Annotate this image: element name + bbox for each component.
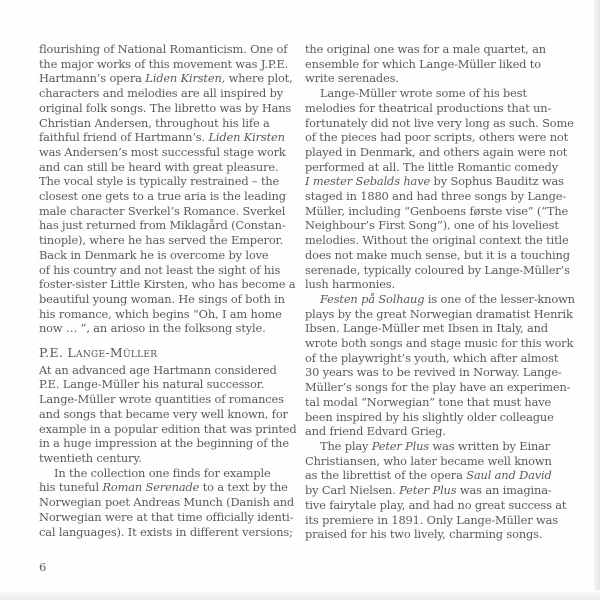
text-line: 30 years was to be revived in Norway. Lange- xyxy=(305,365,562,380)
text-line: foster-sister Little Kirsten, who has become a xyxy=(39,277,296,292)
text-line: male character Sverkel’s Romance. Sverkel xyxy=(39,203,286,218)
text-line: played in Denmark, and others again were not xyxy=(305,144,568,159)
text-line: tinople), where he has served the Emperor. xyxy=(39,233,284,248)
text-line: In the collection one finds for example xyxy=(54,465,271,480)
text-line: Lange-Müller wrote some of his best xyxy=(320,86,527,101)
text-line: Lange-Müller wrote quantities of romances xyxy=(39,392,284,407)
text-line: of his country and not least the sight of his xyxy=(39,262,281,277)
text-line: the major works of this movement was J.P.E. xyxy=(39,56,289,71)
text-line: performed at all. The little Romantic comedy xyxy=(305,159,558,174)
text-segment: was an imagina- xyxy=(456,483,552,498)
text-segment: to a text by the xyxy=(199,480,288,495)
text-line: At an advanced age Hartmann considered xyxy=(39,362,277,377)
paragraph-roman-serenade xyxy=(39,465,295,540)
opera-title-liden-kirsten: Liden Kirsten, xyxy=(145,71,226,86)
text-line: cal languages). It exists in different versions; xyxy=(39,524,293,539)
play-title-i-mester-sebalds-have: I mester Sebalds have xyxy=(305,174,431,189)
text-line: example in a popular edition that was printed xyxy=(39,421,297,436)
text-line: the original one was for a male quartet, an xyxy=(305,42,546,56)
text-line: flourishing of National Romanticism. One of xyxy=(39,42,288,56)
text-line: write serenades. xyxy=(305,71,399,86)
text-line: Norwegian poet Andreas Munch (Danish and xyxy=(39,495,295,510)
text-line xyxy=(39,130,284,145)
right-column xyxy=(305,42,575,542)
text-line xyxy=(39,480,288,495)
text-line: lush harmonies. xyxy=(305,277,395,292)
text-line: of the playwright’s youth, which after almost xyxy=(305,350,559,365)
text-line: beautiful young woman. He sings of both in xyxy=(39,291,285,306)
paragraph-male-quartet xyxy=(305,42,545,86)
text-line: fortunately did not live very long as such. Some xyxy=(305,115,574,130)
text-line: The vocal style is typically restrained – the xyxy=(39,174,280,189)
text-line: Ibsen. Lange-Müller met Ibsen in Italy, and xyxy=(305,321,548,336)
text-line: Neighbour’s First Song”), one of his loveliest xyxy=(305,218,559,233)
text-line: original folk songs. The libretto was by Hans xyxy=(39,100,292,115)
text-line: closest one gets to a true aria is the leading xyxy=(39,189,286,204)
opera-title-liden-kirsten: Liden Kirsten xyxy=(208,130,285,145)
text-line: staged in 1880 and had three songs by Lange- xyxy=(305,189,567,204)
text-line: praised for his two lively, charming songs. xyxy=(305,527,543,542)
text-segment: faithful friend of Hartmann’s. xyxy=(39,130,209,145)
text-line: Müller, including “Genboens første vise” (“The xyxy=(305,203,569,218)
text-line: tal modal “Norwegian” tone that must have xyxy=(305,394,552,409)
text-line: wrote both songs and stage music for this work xyxy=(305,336,574,351)
song-title-roman-serenade: Roman Serenade xyxy=(102,480,200,495)
play-title-peter-plus: Peter Plus xyxy=(371,438,430,453)
paragraph-peter-plus xyxy=(305,438,567,542)
text-segment: his tuneful xyxy=(39,480,103,495)
text-line: his romance, which begins “Oh, I am home xyxy=(39,306,282,321)
text-line: Müller’s songs for the play have an experimen- xyxy=(305,380,571,395)
text-line: ensemble for which Lange-Müller liked to xyxy=(305,56,541,71)
text-line: serenade, typically coloured by Lange-Müller’s xyxy=(305,262,570,277)
text-line: characters and melodies are all inspired by xyxy=(39,86,284,101)
text-line: and friend Edvard Grieg. xyxy=(305,424,446,439)
text-line: Christiansen, who later became well known xyxy=(305,453,552,468)
text-line: and can still be heard with great pleasure. xyxy=(39,159,279,174)
text-line xyxy=(39,71,293,86)
text-line: been inspired by his slightly older colleague xyxy=(305,409,554,424)
text-line: and songs that became very well known, for xyxy=(39,406,288,421)
text-line xyxy=(305,174,564,189)
page-number: 6 xyxy=(39,560,47,574)
section-heading: P.E. Lange-Müller xyxy=(39,345,158,361)
text-segment: The play xyxy=(320,438,372,453)
text-line: plays by the great Norwegian dramatist Henrik xyxy=(305,306,573,321)
text-line xyxy=(305,483,552,498)
text-line: melodies for theatrical productions that un- xyxy=(305,100,552,115)
text-line: P.E. Lange-Müller his natural successor. xyxy=(39,377,265,392)
text-line: of the pieces had poor scripts, others were not xyxy=(305,130,569,145)
paragraph-theatrical-productions xyxy=(305,86,574,292)
text-line xyxy=(305,291,575,307)
left-column xyxy=(39,42,297,539)
text-segment: as the librettist of the opera xyxy=(305,468,467,483)
text-line xyxy=(305,468,552,483)
text-line xyxy=(305,438,551,454)
text-segment: Hartmann’s opera xyxy=(39,71,146,86)
paragraph-national-romanticism xyxy=(39,42,296,336)
text-segment: by Carl Nielsen. xyxy=(305,483,400,498)
text-line: twentieth century. xyxy=(39,450,142,465)
text-line: was Andersen’s most successful stage work xyxy=(39,144,286,159)
paragraph-festen-pa-solhaug xyxy=(305,291,575,439)
text-segment: was written by Einar xyxy=(429,438,551,453)
paragraph-lange-muller-intro xyxy=(39,362,297,466)
text-line: Christian Andersen, throughout his life a xyxy=(39,115,270,130)
play-title-festen-pa-solhaug: Festen på Solhaug xyxy=(320,291,425,306)
text-line: melodies. Without the original context the title xyxy=(305,233,569,248)
text-segment: is one of the lesser-known xyxy=(424,291,575,306)
text-line: its premiere in 1891. Only Lange-Müller was xyxy=(305,512,558,527)
text-line: does not make much sense, but it is a touching xyxy=(305,247,570,262)
text-line: has just returned from Miklagård (Constan- xyxy=(39,218,286,233)
text-segment: by Sophus Bauditz was xyxy=(430,174,564,189)
opera-title-saul-and-david: Saul and David xyxy=(466,468,552,483)
text-line: tive fairytale play, and had no great success at xyxy=(305,497,567,512)
text-segment: where plot, xyxy=(225,71,293,86)
play-title-peter-plus: Peter Plus xyxy=(399,483,457,498)
text-line: now … ”, an arioso in the folksong style. xyxy=(39,321,266,336)
text-line: Norwegian were at that time officially identi- xyxy=(39,509,294,524)
text-line: Back in Denmark he is overcome by love xyxy=(39,247,269,262)
text-line: in a huge impression at the beginning of the xyxy=(39,436,289,451)
